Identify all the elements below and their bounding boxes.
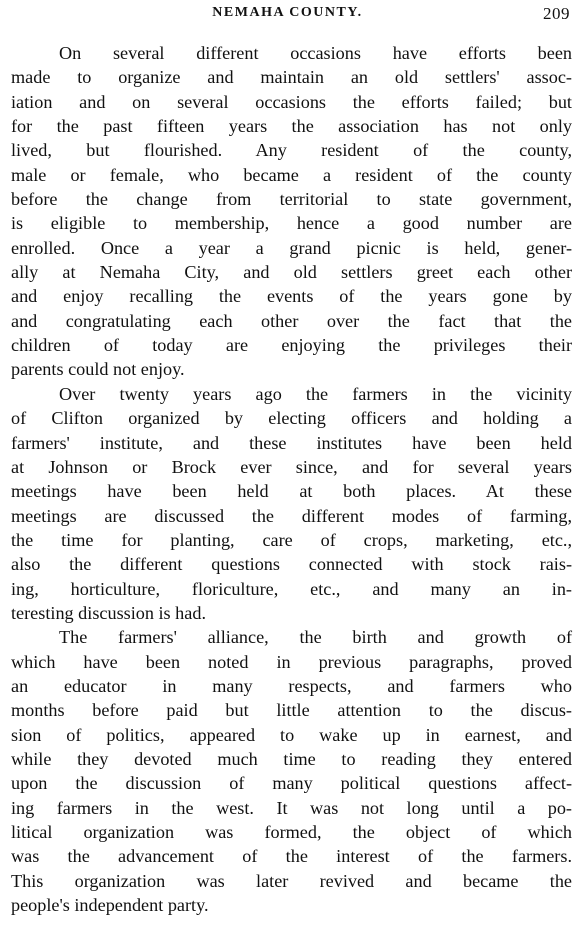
text-line: teresting discussion is had. xyxy=(11,602,206,623)
text-line: Over twenty years ago the farmers in the vicinity xyxy=(59,383,572,404)
text-line: This organization was later revived and became the xyxy=(11,870,572,891)
text-line: at Johnson or Brock ever since, and for several years xyxy=(11,456,572,477)
text-line: male or female, who became a resident of the county xyxy=(11,164,572,185)
text-line: iation and on several occasions the efforts failed; but xyxy=(11,91,572,112)
text-line: On several different occasions have efforts been xyxy=(59,43,572,63)
text-line: meetings are discussed the different modes of farming, xyxy=(11,505,572,526)
text-line: litical organization was formed, the object of which xyxy=(11,822,572,842)
text-line: meetings have been held at both places. At these xyxy=(11,481,572,502)
text-line: people's independent party. xyxy=(11,895,209,916)
text-line: upon the discussion of many political questions affect- xyxy=(11,773,572,794)
text-line: The farmers' alliance, the birth and growth of xyxy=(59,627,572,648)
text-line: made to organize and maintain an old settlers' assoc- xyxy=(11,67,572,88)
text-line: sion of politics, appeared to wake up in earnest, and xyxy=(11,724,572,745)
text-line: and congratulating each other over the fact that the xyxy=(11,310,572,331)
text-line: before the change from territorial to state government, xyxy=(11,189,572,210)
text-line: an educator in many respects, and farmers who xyxy=(11,675,572,696)
text-line: ing farmers in the west. It was not long until a po- xyxy=(11,797,572,818)
text-line: is eligible to membership, hence a good number are xyxy=(11,213,572,234)
text-line: and enjoy recalling the events of the years gone by xyxy=(11,286,572,307)
text-line: while they devoted much time to reading they entered xyxy=(11,748,572,769)
text-line: was the advancement of the interest of the farmers. xyxy=(11,846,572,867)
text-line: of Clifton organized by electing officers and holding a xyxy=(11,408,572,429)
text-line: for the past fifteen years the association has not only xyxy=(11,116,572,137)
text-line: farmers' institute, and these institutes have been held xyxy=(11,432,572,453)
text-line: enrolled. Once a year a grand picnic is held, gener- xyxy=(11,237,572,258)
text-line: children of today are enjoying the privileges their xyxy=(11,335,572,356)
page-header xyxy=(0,2,575,28)
running-title: NEMAHA COUNTY. xyxy=(212,5,363,20)
text-line: which have been noted in previous paragraphs, proved xyxy=(11,651,572,672)
text-line: the time for planting, care of crops, marketing, etc., xyxy=(11,529,572,550)
text-line: ing, horticulture, floriculture, etc., and many an in- xyxy=(11,578,572,599)
text-line: also the different questions connected with stock rais- xyxy=(11,554,572,575)
body-text xyxy=(11,41,572,917)
text-line: lived, but flourished. Any resident of the county, xyxy=(11,140,572,161)
text-line: ally at Nemaha City, and old settlers greet each other xyxy=(11,262,572,283)
text-line: months before paid but little attention to the discus- xyxy=(11,700,572,721)
text-line: parents could not enjoy. xyxy=(11,359,185,380)
page-number: 209 xyxy=(543,4,570,23)
